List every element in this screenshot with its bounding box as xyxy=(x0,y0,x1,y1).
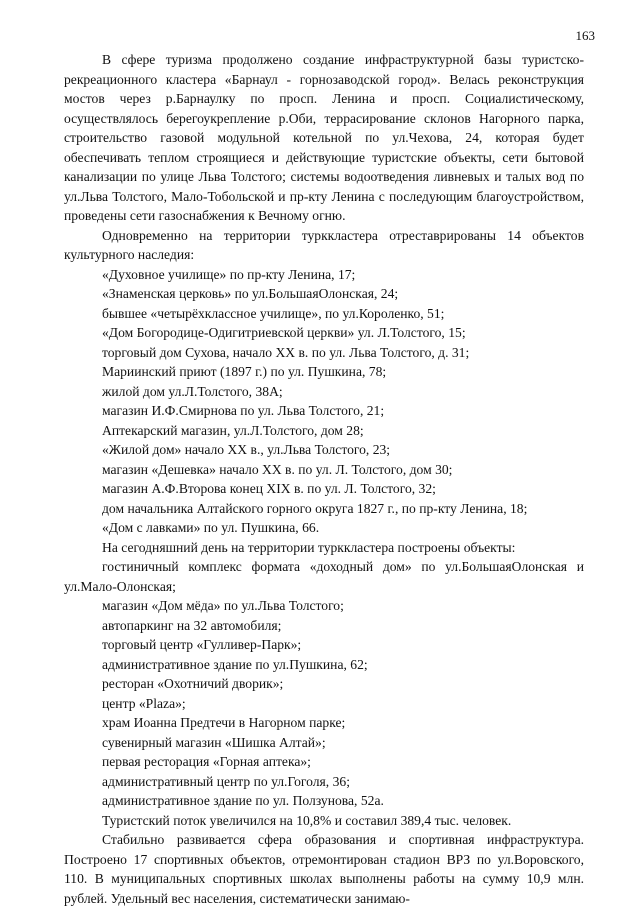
list-item: магазин «Дом мёда» по ул.Льва Толстого; xyxy=(102,598,344,613)
list-item: «Дом Богородице-Одигитриевской церкви» ул. Л.Толстого, 15; xyxy=(102,325,466,340)
list-item: первая ресторация «Горная аптека»; xyxy=(102,754,311,769)
tourist-flow-statement: Туристский поток увеличился на 10,8% и составил 389,4 тыс. человек. xyxy=(102,812,512,828)
page-number: 163 xyxy=(575,28,595,43)
document-body xyxy=(64,50,584,908)
list-item: административное здание по ул.Пушкина, 62; xyxy=(102,656,368,672)
list-item: дом начальника Алтайского горного округа 1827 г., по пр-кту Ленина, 18; xyxy=(102,500,528,516)
list-item: храм Иоанна Предтечи в Нагорном парке; xyxy=(102,715,346,730)
list-item: автопаркинг на 32 автомобиля; xyxy=(102,617,282,633)
list-item: центр «Plaza»; xyxy=(102,695,186,711)
list-item: жилой дом ул.Л.Толстого, 38А; xyxy=(102,383,283,399)
list-item: «Дом с лавками» по ул. Пушкина, 66. xyxy=(102,520,320,535)
list-item: Мариинский приют (1897 г.) по ул. Пушкина, 78; xyxy=(102,364,387,379)
list-item: магазин «Дешевка» начало XX в. по ул. Л. Толстого, дом 30; xyxy=(102,461,453,477)
list-item: административный центр по ул.Гоголя, 36; xyxy=(102,773,350,789)
list-item: магазин И.Ф.Смирнова по ул. Льва Толстого, 21; xyxy=(102,403,385,418)
list-item: «Жилой дом» начало XX в., ул.Льва Толстого, 23; xyxy=(102,442,391,457)
list-item: ресторан «Охотничий дворик»; xyxy=(102,676,284,691)
built-objects-list xyxy=(64,557,584,811)
list-item: Аптекарский магазин, ул.Л.Толстого, дом 28; xyxy=(102,422,364,438)
list-item: «Духовное училище» по пр-кту Ленина, 17; xyxy=(102,266,356,282)
built-objects-intro: На сегодняшний день на территории турккластера построены объекты: xyxy=(102,539,516,555)
list-item: магазин А.Ф.Второва конец XIX в. по ул. Л. Толстого, 32; xyxy=(102,481,436,496)
list-item: сувенирный магазин «Шишка Алтай»; xyxy=(102,734,326,750)
list-item: торговый дом Сухова, начало XX в. по ул. Льва Толстого, д. 31; xyxy=(102,344,470,360)
sport-infrastructure-paragraph: Стабильно развивается сфера образования и спортивная инфраструктура. Построено 17 спортивных объектов, отремонтирован стадион ВРЗ по ул.Воровского, 110. В муниципальных спортивных школах выполнены работы на сумму 10,9 млн. рублей. Удельный вес населения, систематически занимаю- xyxy=(64,832,584,906)
list-item: административное здание по ул. Ползунова, 52а. xyxy=(102,793,384,808)
restored-objects-list xyxy=(64,265,584,538)
list-item: гостиничный комплекс формата «доходный дом» по ул.БольшаяОлонская и ул.Мало-Олонская; xyxy=(64,559,584,594)
list-item: торговый центр «Гулливер-Парк»; xyxy=(102,637,302,652)
tourism-infrastructure-paragraph: В сфере туризма продолжено создание инфраструктурной базы туристско-рекреационного кластера «Барнаул - горнозаводской город». Велась реконструкция мостов через р.Барнаулку по просп. Ленина и просп. Социалистическому, осуществлялось берегоукрепление р.Оби, террасирование склонов Нагорного парка, строительство газовой модульной котельной по ул.Чехова, 24, которая будет обеспечивать теплом строящиеся и действующие туристские объекты, сети бытовой канализации по улице Льва Толстого; системы водоотведения ливневых и талых вод по ул.Льва Толстого, Мало-Тобольской и пр-кту Ленина с последующим благоустройством, проведены сети газоснабжения к Вечному огню. xyxy=(64,52,584,223)
list-item: «Знаменская церковь» по ул.БольшаяОлонская, 24; xyxy=(102,286,399,301)
restored-objects-intro: Одновременно на территории турккластера отреставрированы 14 объектов культурного наследия: xyxy=(64,227,584,262)
list-item: бывшее «четырёхклассное училище», по ул.Короленко, 51; xyxy=(102,305,445,321)
